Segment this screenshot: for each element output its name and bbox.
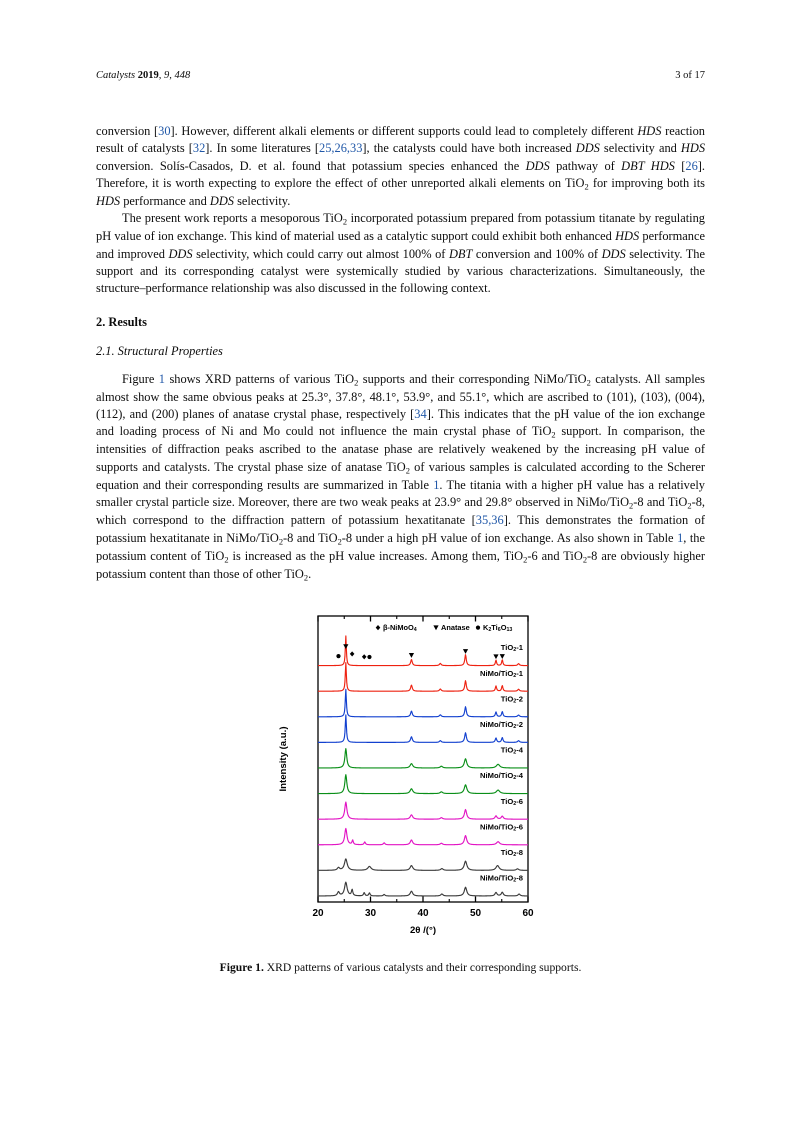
triangle-down-marker-icon: [343, 644, 348, 649]
curve-label-nimo-tio2-2: NiMo/TiO2-2: [479, 719, 523, 731]
triangle-down-marker-icon: [493, 654, 498, 659]
text-run: selectivity. The support and its corresponding catalyst were systemically studied by various characterizations. Simultaneously, the structure–performance relationship was also discussed in the following context.: [96, 246, 706, 296]
paragraph-xrd-discussion: [96, 371, 705, 584]
journal-volume-page: , 9, 448: [158, 70, 191, 81]
text-run: ]. Therefore, it is worth expecting to explore the effect of other unreported alkali elements on TiO: [96, 158, 705, 190]
curve-label-tio2-4: TiO2-4: [500, 745, 523, 756]
term-dds: DDS: [575, 141, 600, 156]
citation-ref-26[interactable]: 26: [685, 158, 698, 173]
subscript-2: 2: [278, 535, 284, 546]
curve-label-tio2-6: TiO2-6: [500, 796, 523, 807]
page-indicator: 3 of 17: [675, 70, 705, 81]
term-dbt-hds: DBT HDS: [621, 158, 675, 173]
text-run: of various samples is calculated according to the Scherer equation and their corresponding results are summarized in Table: [96, 459, 705, 492]
xrd-curve-tio2-2: [318, 689, 528, 716]
legend-diamond-icon: [375, 625, 380, 630]
text-run: -8 are obviously higher potassium content than those of other TiO: [96, 548, 705, 581]
xrd-curve-nimo-tio2-8: [318, 882, 528, 896]
legend-label-anatase: Anatase: [440, 622, 470, 632]
text-run: .: [308, 566, 312, 581]
section-heading-results: 2. Results: [96, 314, 147, 329]
term-dds: DDS: [601, 246, 626, 261]
legend-label-k2ti6o13: K2Ti6O13: [482, 622, 512, 634]
subscript-2: 2: [354, 376, 359, 387]
paragraph-present-work: [96, 210, 705, 297]
text-run: reaction result of catalysts [: [96, 124, 705, 156]
text-run: ]. In some literatures [: [205, 141, 320, 156]
triangle-down-marker-icon: [408, 653, 413, 658]
legend-circle-icon: [475, 625, 479, 629]
citation-ref-3536[interactable]: 35,36: [475, 513, 504, 528]
text-run: The present work reports a mesoporous TiO: [122, 211, 343, 226]
figure-1: [96, 606, 705, 976]
text-run: ]. This indicates that the pH value of the ion exchange and loading process of Ni and Mo could not influence the main crystal phase of TiO: [96, 407, 705, 439]
curve-label-nimo-tio2-6: NiMo/TiO2-6: [479, 822, 523, 833]
text-run: is increased as the pH value increases. Among them, TiO: [228, 548, 524, 563]
x-tick-label: 50: [469, 907, 481, 919]
text-run: for improving both its: [588, 175, 705, 190]
subsection-heading-structural-properties: 2.1. Structural Properties: [96, 343, 223, 358]
x-tick-label: 60: [521, 907, 534, 919]
term-dds: DDS: [168, 246, 193, 261]
subscript-2: 2: [582, 554, 588, 565]
subscript-2: 2: [342, 216, 348, 227]
text-run: ]. However, different alkali elements or different supports could lead to completely different: [170, 124, 638, 138]
text-run: selectivity and: [599, 141, 681, 156]
circle-marker-icon: [367, 655, 371, 659]
table-ref-1[interactable]: 1: [677, 530, 684, 545]
text-run: shows XRD patterns of various TiO: [165, 371, 355, 386]
curve-label-tio2-1: TiO2-1: [500, 643, 523, 654]
subscript-2: 2: [224, 554, 229, 565]
diamond-marker-icon: [349, 651, 354, 656]
term-dds: DDS: [209, 194, 234, 209]
figure-caption-label: Figure 1.: [219, 960, 264, 974]
curve-label-tio2-8: TiO2-8: [500, 847, 523, 859]
xrd-curve-tio2-4: [318, 749, 528, 768]
plot-frame: [318, 616, 528, 902]
diamond-marker-icon: [361, 654, 366, 659]
term-hds: HDS: [96, 194, 121, 209]
term-hds: HDS: [615, 229, 640, 244]
text-run: Figure: [122, 371, 159, 386]
triangle-down-marker-icon: [499, 654, 504, 659]
text-run: pathway of: [549, 158, 622, 173]
x-tick-label: 20: [311, 907, 324, 919]
x-axis-label: 2θ /(°): [409, 924, 436, 936]
subscript-2: 2: [629, 500, 634, 511]
text-run: -6 and TiO: [527, 548, 583, 563]
citation-ref-34[interactable]: 34: [414, 407, 427, 422]
text-run: [: [674, 158, 686, 173]
subscript-2: 2: [586, 376, 591, 387]
text-run: incorporated potassium prepared from potassium titanate by regulating pH value of ion exchange. This kind of material used as a catalytic support could exhibit both enhanced: [96, 211, 705, 244]
citation-ref-252633[interactable]: 25,26,33: [319, 141, 363, 156]
term-hds: HDS: [637, 124, 662, 138]
text-run: -8, which correspond to the diffraction pattern of potassium hexatitanate [: [96, 495, 705, 528]
xrd-curve-tio2-1: [318, 636, 528, 666]
text-run: -8 and TiO: [283, 530, 338, 545]
xrd-chart: [266, 606, 536, 938]
table-ref-1[interactable]: 1: [433, 477, 440, 492]
text-run: conversion and 100% of: [472, 246, 602, 261]
subscript-2: 2: [551, 429, 556, 440]
curve-label-tio2-2: TiO2-2: [500, 694, 523, 705]
term-dbt: DBT: [448, 246, 473, 261]
subscript-2: 2: [337, 535, 342, 546]
subscript-2: 2: [303, 572, 309, 583]
text-run: ]. This demonstrates the formation of potassium hexatitanate in NiMo/TiO: [96, 513, 705, 545]
x-tick-label: 30: [364, 907, 376, 919]
subscript-2: 2: [584, 181, 589, 192]
paragraph-continuation: [96, 123, 705, 210]
text-run: conversion [: [96, 124, 159, 138]
figure-caption: [121, 960, 681, 976]
xrd-curve-tio2-8: [318, 859, 528, 871]
curve-label-nimo-tio2-1: NiMo/TiO2-1: [479, 668, 523, 679]
journal-citation: [96, 70, 190, 81]
term-hds: HDS: [680, 141, 706, 156]
subscript-2: 2: [687, 500, 692, 511]
legend-triangle-icon: [433, 625, 438, 630]
text-run: selectivity.: [233, 194, 291, 209]
citation-ref-30[interactable]: 30: [158, 124, 171, 138]
figure-ref-1[interactable]: 1: [158, 371, 165, 386]
text-run: catalysts. All samples almost show the same obvious peaks at 25.3°, 37.8°, 48.1°, 53.9°, and 55.1°, which are ascribed to (101), (103), (004), (112), and (200) planes of anatase crystal phase, respectively [: [96, 371, 705, 422]
y-axis-label: Intensity (a.u.): [277, 726, 289, 792]
triangle-down-marker-icon: [462, 649, 467, 654]
term-dds: DDS: [525, 158, 550, 173]
journal-year: 2019: [137, 70, 159, 81]
legend-label--nimoo4: β-NiMoO4: [382, 622, 417, 634]
text-run: -8 and TiO: [633, 495, 688, 510]
x-tick-label: 40: [416, 907, 429, 919]
text-run: . The titania with a higher pH value has a relatively smaller crystal particle size. Moreover, there are two weak peaks at 23.9° and 29.8° observed in NiMo/TiO: [96, 477, 705, 510]
circle-marker-icon: [336, 654, 340, 658]
text-run: conversion. Solís-Casados, D. et al. found that potassium species enhanced the: [96, 158, 526, 173]
xrd-curve-tio2-6: [318, 802, 528, 819]
text-run: support. In comparison, the intensities of diffraction peaks ascribed to the anatase phase are relatively weakened by the increasing pH value of supports and catalysts. The crystal phase size of anatase TiO: [96, 424, 705, 474]
text-run: performance and improved: [96, 229, 705, 261]
figure-caption-text: XRD patterns of various catalysts and their corresponding supports.: [263, 960, 582, 974]
curve-label-nimo-tio2-8: NiMo/TiO2-8: [479, 873, 523, 884]
curve-label-nimo-tio2-4: NiMo/TiO2-4: [479, 771, 523, 782]
text-run: ], the catalysts could have both increased: [362, 141, 576, 156]
subscript-2: 2: [523, 554, 528, 565]
subscript-2: 2: [405, 465, 410, 476]
text-run: performance and: [120, 194, 210, 209]
running-head: [96, 70, 705, 81]
xrd-plot-svg: [266, 606, 536, 938]
text-run: -8 under a high pH value of ion exchange. As also shown in Table: [341, 530, 678, 545]
text-run: supports and their corresponding NiMo/TiO: [358, 371, 587, 386]
text-run: , the potassium content of TiO: [96, 530, 706, 563]
journal-name: Catalysts: [96, 70, 138, 81]
text-run: selectivity, which could carry out almost 100% of: [192, 246, 449, 261]
citation-ref-32[interactable]: 32: [192, 141, 206, 156]
